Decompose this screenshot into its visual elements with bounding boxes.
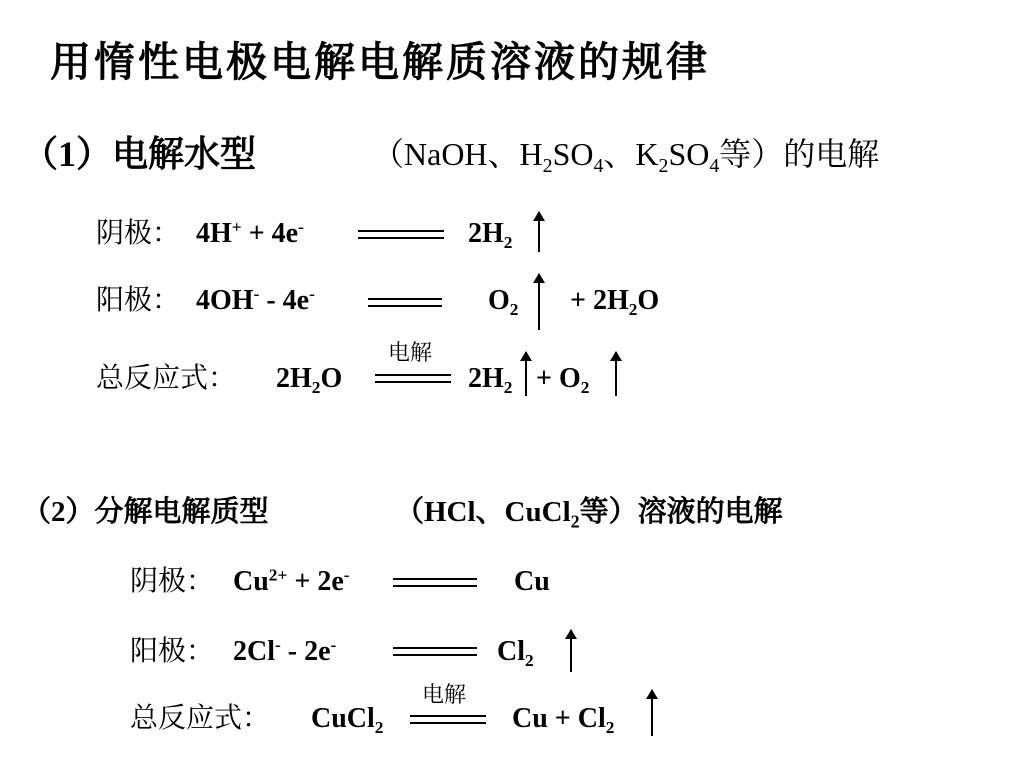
s1-total-right: $2H_2$ [468, 363, 513, 398]
gas-up-arrow-icon [538, 274, 540, 330]
s1-total-plus: + $O_2$ [536, 363, 590, 398]
s2-anode-left: 2Cl- - 2e- [233, 635, 337, 667]
s1-total-left: $2H_2O$ [276, 363, 343, 398]
s2-anode-equals [393, 647, 477, 649]
gas-up-arrow-icon [538, 212, 540, 252]
s2-anode-right: $Cl_2$ [497, 636, 534, 671]
s1-anode-extra: + $2H_2O$ [570, 285, 660, 320]
s1-cathode-equals [358, 230, 444, 232]
section2-heading: （2）分解电解质型 [22, 496, 269, 528]
gas-up-arrow-icon [570, 630, 572, 672]
s1-anode-left: 4OH- - 4e- [196, 284, 315, 316]
s1-cathode-left: 4H+ + 4e- [196, 217, 304, 249]
s2-cathode-right: Cu [514, 566, 550, 597]
s1-condition: 电解 [388, 340, 433, 365]
section2-note: （HCl、CuCl$_2$等）溶液的电解 [395, 496, 783, 532]
s2-cathode-equals [393, 578, 477, 580]
section1-note: （NaOH、$H_2SO_4$、$K_2SO_4$等）的电解 [372, 136, 880, 177]
page-title: 用惰性电极电解电解质溶液的规律 [50, 39, 710, 85]
s1-total-label: 总反应式： [96, 363, 237, 394]
s2-cathode-label: 阴极： [130, 566, 215, 597]
s1-anode-equals [368, 298, 442, 300]
s2-total-left: CuCl$_2$ [311, 703, 384, 738]
s2-total-label: 总反应式： [130, 703, 271, 734]
gas-up-arrow-icon [615, 352, 617, 396]
s2-anode-label: 阳极： [130, 636, 215, 667]
s1-anode-right: $O_2$ [488, 285, 519, 320]
s2-total-right: $Cu + Cl_2$ [512, 703, 615, 738]
s2-condition: 电解 [422, 682, 467, 707]
gas-up-arrow-icon [651, 690, 653, 736]
section1-heading: （1）电解水型 [22, 134, 257, 174]
s1-cathode-label: 阴极： [96, 218, 181, 249]
s1-total-equals [375, 374, 451, 376]
s1-anode-label: 阳极： [96, 285, 181, 316]
gas-up-arrow-icon [525, 352, 527, 396]
s2-total-equals [410, 715, 486, 717]
s1-cathode-right: $2H_2$ [468, 218, 513, 253]
s2-cathode-left: $Cu^{2+} + 2e^-$ [233, 565, 350, 597]
